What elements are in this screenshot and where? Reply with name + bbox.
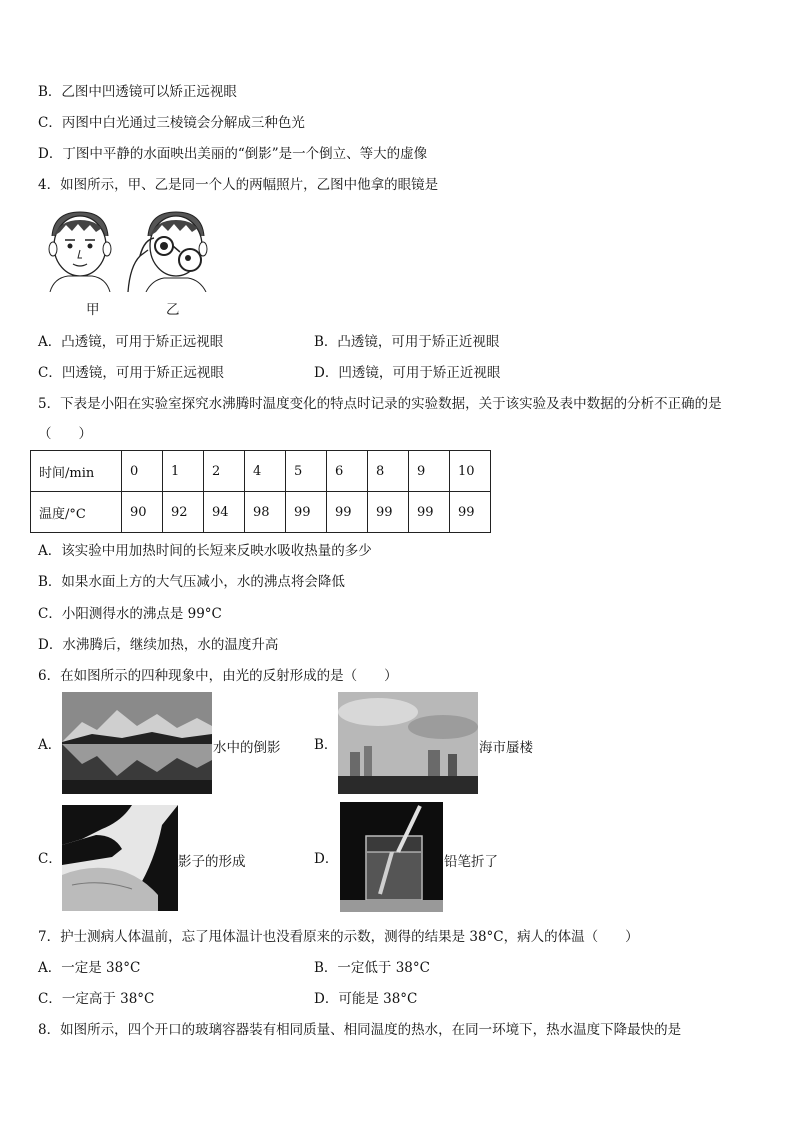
q6-image-shadow bbox=[62, 805, 178, 911]
q4-figure-faces bbox=[40, 206, 215, 292]
table-cell: 98 bbox=[245, 492, 286, 533]
q5-paren: （ ） bbox=[38, 426, 92, 442]
q4-label-jia: 甲 bbox=[86, 302, 100, 318]
table-cell: 99 bbox=[286, 492, 327, 533]
table-cell: 10 bbox=[450, 451, 491, 492]
q6-option-a-caption: 水中的倒影 bbox=[213, 740, 281, 756]
bent-pencil-icon bbox=[340, 802, 443, 912]
q6-option-b-letter: B． bbox=[314, 737, 338, 753]
q4-option-b: B．凸透镜，可用于矫正近视眼 bbox=[314, 334, 500, 350]
q5-option-c: C．小阳测得水的沸点是 99°C bbox=[38, 606, 222, 622]
table-header-time: 时间/min bbox=[31, 451, 122, 492]
q6-option-c-caption: 影子的形成 bbox=[178, 854, 246, 870]
q7-option-b: B．一定低于 38°C bbox=[314, 960, 430, 976]
q4-option-a: A．凸透镜，可用于矫正远视眼 bbox=[38, 334, 224, 350]
table-cell: 1 bbox=[163, 451, 204, 492]
q7-option-a: A．一定是 38°C bbox=[38, 960, 141, 976]
q6-option-b-caption: 海市蜃楼 bbox=[479, 740, 533, 756]
table-cell: 5 bbox=[286, 451, 327, 492]
face-yi-icon bbox=[128, 212, 207, 292]
table-cell: 2 bbox=[204, 451, 245, 492]
table-cell: 8 bbox=[368, 451, 409, 492]
q5-option-b: B．如果水面上方的大气压减小，水的沸点将会降低 bbox=[38, 574, 345, 590]
q6-option-d-caption: 铅笔折了 bbox=[444, 854, 498, 870]
table-cell: 90 bbox=[122, 492, 163, 533]
q7-option-d: D．可能是 38°C bbox=[314, 991, 418, 1007]
q4-option-d: D．凹透镜，可用于矫正近视眼 bbox=[314, 365, 501, 381]
q5-data-table bbox=[30, 450, 491, 533]
mountain-reflection-icon bbox=[62, 692, 212, 794]
table-cell: 4 bbox=[245, 451, 286, 492]
q7-stem: 7．护士测病人体温前，忘了甩体温计也没看原来的示数，测得的结果是 38°C，病人的体温（ ） bbox=[38, 929, 639, 945]
q6-image-mirage bbox=[338, 692, 478, 794]
q3-option-c: C．丙图中白光通过三棱镜会分解成三种色光 bbox=[38, 115, 305, 131]
table-cell: 92 bbox=[163, 492, 204, 533]
q6-option-a-letter: A． bbox=[38, 737, 62, 753]
table-row-time bbox=[31, 451, 491, 492]
q5-option-a: A．该实验中用加热时间的长短来反映水吸收热量的多少 bbox=[38, 543, 372, 559]
table-header-temp: 温度/°C bbox=[31, 492, 122, 533]
q8-stem: 8．如图所示，四个开口的玻璃容器装有相同质量、相同温度的热水，在同一环境下，热水温度下降最快的是 bbox=[38, 1022, 682, 1038]
q6-stem: 6．在如图所示的四种现象中，由光的反射形成的是（ ） bbox=[38, 668, 398, 684]
q4-label-yi: 乙 bbox=[166, 302, 180, 318]
table-cell: 94 bbox=[204, 492, 245, 533]
table-cell: 0 bbox=[122, 451, 163, 492]
face-jia-icon bbox=[49, 212, 111, 292]
q4-option-c: C．凹透镜，可用于矫正远视眼 bbox=[38, 365, 224, 381]
table-cell: 99 bbox=[327, 492, 368, 533]
q5-option-d: D．水沸腾后，继续加热，水的温度升高 bbox=[38, 637, 279, 653]
q6-image-pencil bbox=[340, 802, 443, 912]
faces-illustration bbox=[40, 206, 215, 292]
q3-option-d: D．丁图中平静的水面映出美丽的“倒影”是一个倒立、等大的虚像 bbox=[38, 146, 428, 162]
hand-shadow-icon bbox=[62, 805, 178, 911]
q6-option-c-letter: C． bbox=[38, 851, 62, 867]
table-cell: 9 bbox=[409, 451, 450, 492]
q7-option-c: C．一定高于 38°C bbox=[38, 991, 155, 1007]
q3-option-b: B．乙图中凹透镜可以矫正远视眼 bbox=[38, 84, 237, 100]
table-cell: 6 bbox=[327, 451, 368, 492]
table-cell: 99 bbox=[450, 492, 491, 533]
q4-stem: 4．如图所示，甲、乙是同一个人的两幅照片，乙图中他拿的眼镜是 bbox=[38, 177, 439, 193]
table-cell: 99 bbox=[368, 492, 409, 533]
q5-stem: 5．下表是小阳在实验室探究水沸腾时温度变化的特点时记录的实验数据，关于该实验及表中数据的分析不正确的是 bbox=[38, 396, 722, 412]
table-row-temp bbox=[31, 492, 491, 533]
mirage-icon bbox=[338, 692, 478, 794]
table-cell: 99 bbox=[409, 492, 450, 533]
q6-image-reflection bbox=[62, 692, 212, 794]
q6-option-d-letter: D． bbox=[314, 851, 339, 867]
